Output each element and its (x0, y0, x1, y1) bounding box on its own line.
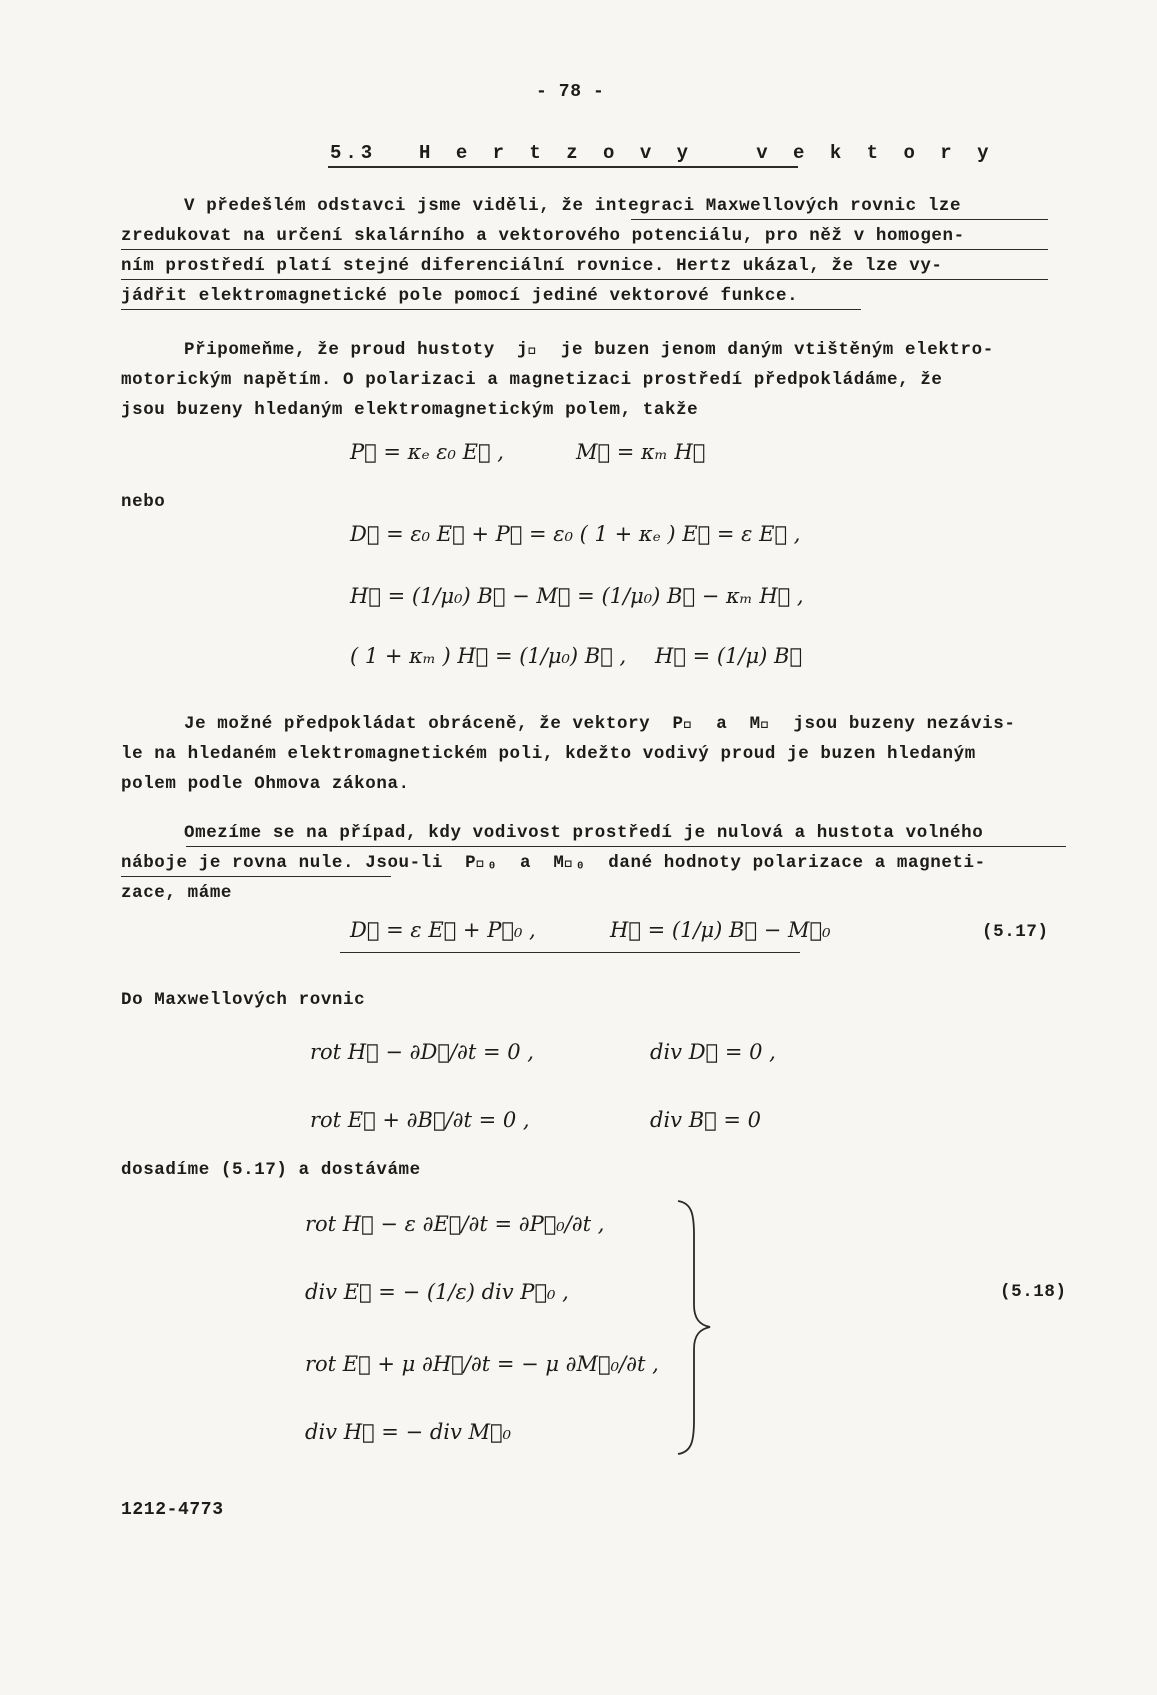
para1-line4: jádřit elektromagnetické pole pomocí jediné vektorové funkce. (121, 286, 799, 306)
maxwell-div-D: div D⃗ = 0 , (650, 1040, 776, 1064)
right-curly-brace (670, 1195, 720, 1460)
para4-line1: Omezíme se na případ, kdy vodivost prostředí je nulová a hustota volného (184, 823, 984, 843)
equation-H2a: ( 1 + κₘ ) H⃗ = (1/μ₀) B⃗ , (350, 644, 627, 668)
section-title-underline (328, 166, 798, 168)
equation-517-D: D⃗ = ε E⃗ + P⃗₀ , (350, 918, 536, 942)
equation-H1: H⃗ = (1/μ₀) B⃗ − M⃗ = (1/μ₀) B⃗ − κₘ H⃗ , (350, 584, 804, 608)
equation-label-518: (5.18) (1000, 1282, 1067, 1302)
equation-518-2: div E⃗ = − (1/ε) div P⃗₀ , (305, 1280, 569, 1304)
para1-line1: V předešlém odstavci jsme viděli, že integraci Maxwellových rovnic lze (184, 196, 962, 216)
footer-code: 1212-4773 (121, 1500, 224, 1520)
equation-label-517: (5.17) (982, 922, 1049, 942)
equation-518-3: rot E⃗ + μ ∂H⃗/∂t = − μ ∂M⃗₀/∂t , (305, 1352, 659, 1376)
para2-line1: Připomeňme, že proud hustoty j⃗ je buzen jenom daným vtištěným elektro- (184, 340, 994, 360)
para3-line3: polem podle Ohmova zákona. (121, 774, 410, 794)
handwritten-underline (186, 846, 1066, 847)
maxwell-rot-H: rot H⃗ − ∂D⃗/∂t = 0 , (310, 1040, 534, 1064)
equation-magnetization: M⃗ = κₘ H⃗ (576, 440, 706, 464)
equation-polarization: P⃗ = κₑ ε₀ E⃗ , (350, 440, 504, 464)
equation-517-H: H⃗ = (1/μ) B⃗ − M⃗₀ (610, 918, 831, 942)
para2-line3: jsou buzeny hledaným elektromagnetickým polem, takže (121, 400, 699, 420)
equation-518-1: rot H⃗ − ε ∂E⃗/∂t = ∂P⃗₀/∂t , (305, 1212, 605, 1236)
handwritten-underline (121, 249, 1048, 250)
handwritten-underline (121, 876, 391, 877)
para3-line2: le na hledaném elektromagnetickém poli, kdežto vodivý proud je buzen hledaným (121, 744, 976, 764)
equation-H2b: H⃗ = (1/μ) B⃗ (655, 644, 803, 668)
equation-underline (340, 952, 800, 953)
para4-line3: zace, máme (121, 883, 233, 903)
page-number: - 78 - (536, 82, 605, 102)
maxwell-rot-E: rot E⃗ + ∂B⃗/∂t = 0 , (310, 1108, 530, 1132)
substitution-intro: dosadíme (5.17) a dostáváme (121, 1160, 421, 1180)
para2-line2: motorickým napětím. O polarizaci a magnetizaci prostředí předpokládáme, že (121, 370, 943, 390)
para1-line3: ním prostředí platí stejné diferenciální rovnice. Hertz ukázal, že lze vy- (121, 256, 943, 276)
word-nebo: nebo (121, 492, 166, 512)
handwritten-underline (121, 309, 861, 310)
handwritten-underline (631, 219, 1048, 220)
para1-line2: zredukovat na určení skalárního a vektorového potenciálu, pro něž v homogen- (121, 226, 965, 246)
handwritten-underline (121, 279, 1048, 280)
section-title: 5.3 H e r t z o v y v e k t o r y (330, 142, 993, 164)
para4-line2: náboje je rovna nule. Jsou-li P⃗₀ a M⃗₀ dané hodnoty polarizace a magneti- (121, 853, 986, 873)
equation-D: D⃗ = ε₀ E⃗ + P⃗ = ε₀ ( 1 + κₑ ) E⃗ = ε E⃗ , (350, 522, 801, 546)
maxwell-div-B: div B⃗ = 0 (650, 1108, 762, 1132)
para3-line1: Je možné předpokládat obráceně, že vektory P⃗ a M⃗ jsou buzeny nezávis- (184, 714, 1016, 734)
equation-518-4: div H⃗ = − div M⃗₀ (305, 1420, 512, 1444)
maxwell-intro: Do Maxwellových rovnic (121, 990, 366, 1010)
